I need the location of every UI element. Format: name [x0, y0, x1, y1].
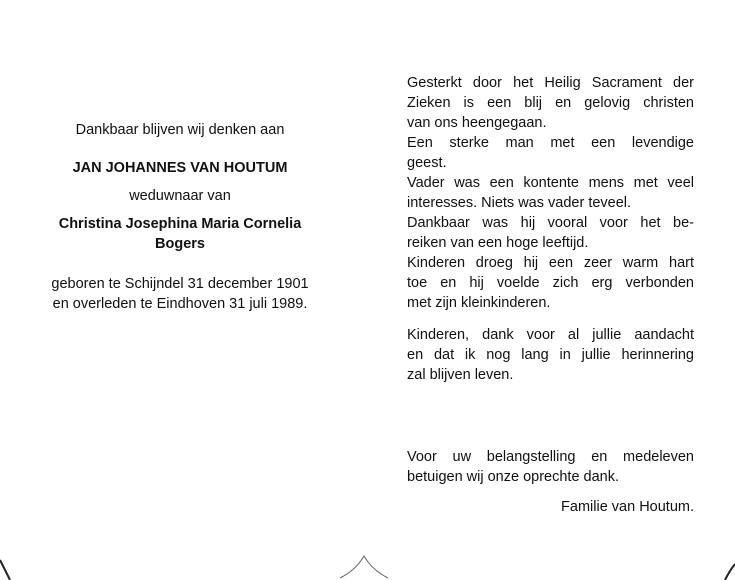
intro-text: Dankbaar blijven wij denken aan	[75, 122, 285, 138]
text-line: met zijn kleinkinderen.	[407, 295, 551, 311]
text-line: en dat ik nog lang in jullie herinnering	[407, 347, 694, 363]
text-line: zal blijven leven.	[407, 367, 514, 383]
text-line: toe en hij voelde zich erg verbonden	[407, 275, 694, 291]
family-signature: Familie van Houtum.	[561, 499, 694, 515]
text-line: Een sterke man met een levendige	[407, 135, 694, 151]
text-line: reiken van een hoge leeftijd.	[407, 235, 589, 251]
spouse-name	[20, 214, 340, 254]
text-line: Voor uw belangstelling en medeleven	[407, 449, 694, 465]
text-line: Kinderen, dank voor al jullie aandacht	[407, 327, 694, 343]
fold-mark-right-corner	[725, 564, 735, 580]
text-line: Kinderen droeg hij een zeer warm hart	[407, 255, 694, 271]
widower-text: weduwnaar van	[129, 188, 231, 204]
spouse-name-line: Christina Josephina Maria Cornelia	[58, 216, 302, 232]
tribute-paragraph	[407, 73, 694, 313]
text-line: Dankbaar was hij vooral voor het be-	[407, 215, 694, 231]
birth-line: geboren te Schijndel 31 december 1901	[51, 276, 309, 292]
fold-mark-center	[340, 556, 388, 578]
text-line: interesses. Niets was vader teveel.	[407, 195, 632, 211]
spouse-name-line: Bogers	[155, 236, 205, 252]
birth-death-dates	[20, 274, 340, 314]
right-panel	[407, 73, 694, 515]
left-panel	[20, 120, 340, 314]
text-line: van ons heengegaan.	[407, 115, 547, 131]
deceased-name: JAN JOHANNES VAN HOUTUM	[72, 160, 288, 176]
death-line: en overleden te Eindhoven 31 juli 1989.	[52, 296, 308, 312]
fold-mark-left-corner	[0, 560, 10, 580]
text-line: Zieken is een blij en gelovig christen	[407, 95, 694, 111]
text-line: Vader was een kontente mens met veel	[407, 175, 694, 191]
thanks-paragraph	[407, 447, 694, 487]
text-line: geest.	[407, 155, 447, 171]
text-line: betuigen wij onze oprechte dank.	[407, 469, 620, 485]
text-line: Gesterkt door het Heilig Sacrament der	[407, 75, 694, 91]
children-paragraph	[407, 325, 694, 385]
